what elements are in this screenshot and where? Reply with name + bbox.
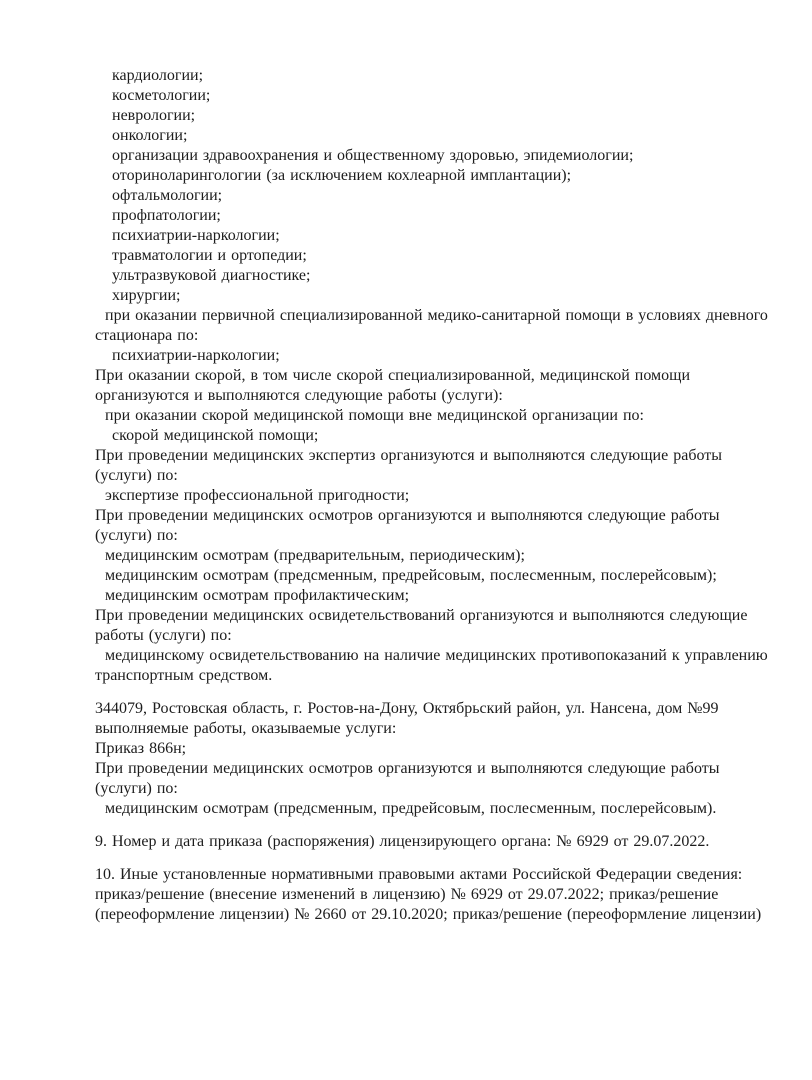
document-paragraph: медицинскому освидетельствованию на наличие медицинских противопоказаний к управлению транспортным средством. <box>95 647 768 684</box>
document-paragraph: психиатрии-наркологии; <box>112 347 280 364</box>
document-paragraph: медицинским осмотрам (предварительным, периодическим); <box>105 547 525 564</box>
document-paragraph: косметологии; <box>112 87 211 104</box>
document-paragraph: При проведении медицинских осмотров организуются и выполняются следующие работы (услуги) по: <box>95 507 720 544</box>
document-paragraph: кардиологии; <box>112 67 204 84</box>
document-text-block <box>95 66 775 925</box>
document-paragraph: При оказании скорой, в том числе скорой специализированной, медицинской помощи организуются и выполняются следующие работы (услуги): <box>95 367 691 404</box>
document-paragraph: онкологии; <box>112 127 188 144</box>
document-paragraph: хирургии; <box>112 287 181 304</box>
document-paragraph: При проведении медицинских освидетельствований организуются и выполняются следующие работы (услуги) по: <box>95 607 748 644</box>
document-paragraph: психиатрии-наркологии; <box>112 227 280 244</box>
document-paragraph: неврологии; <box>112 107 196 124</box>
document-paragraph: организации здравоохранения и общественному здоровью, эпидемиологии; <box>112 147 634 164</box>
document-paragraph: При проведении медицинских осмотров организуются и выполняются следующие работы (услуги) по: <box>95 760 720 797</box>
document-paragraph: профпатологии; <box>112 207 221 224</box>
document-paragraph: при оказании скорой медицинской помощи вне медицинской организации по: <box>105 407 644 424</box>
document-paragraph: травматологии и ортопедии; <box>112 247 307 264</box>
document-paragraph: офтальмологии; <box>112 187 223 204</box>
document-paragraph: При проведении медицинских экспертиз организуются и выполняются следующие работы (услуги) по: <box>95 447 722 484</box>
document-paragraph: скорой медицинской помощи; <box>112 427 319 444</box>
document-paragraph: медицинским осмотрам (предсменным, предрейсовым, послесменным, послерейсовым). <box>105 800 717 817</box>
document-paragraph: ультразвуковой диагностике; <box>112 267 311 284</box>
document-paragraph: выполняемые работы, оказываемые услуги: <box>95 720 397 737</box>
document-paragraph: 9. Номер и дата приказа (распоряжения) лицензирующего органа: № 6929 от 29.07.2022. <box>95 833 710 850</box>
document-paragraph: оториноларингологии (за исключением кохлеарной имплантации); <box>112 167 572 184</box>
document-paragraph: при оказании первичной специализированной медико-санитарной помощи в условиях дневного стационара по: <box>95 307 768 344</box>
document-paragraph: 344079, Ростовская область, г. Ростов-на-Дону, Октябрьский район, ул. Нансена, дом №99 <box>95 700 719 717</box>
document-paragraph: Приказ 866н; <box>95 740 187 757</box>
document-paragraph: 10. Иные установленные нормативными правовыми актами Российской Федерации сведения: приказ/решение (внесение изменений в лицензию) № 6929 от 29.07.2022; приказ/решение (переоформление лицензии) № 2660 от 29.10.2020; приказ/решение (переоформление лицензии) <box>95 866 762 923</box>
document-paragraph: медицинским осмотрам профилактическим; <box>105 587 410 604</box>
document-paragraph: экспертизе профессиональной пригодности; <box>105 487 410 504</box>
document-paragraph: медицинским осмотрам (предсменным, предрейсовым, послесменным, послерейсовым); <box>105 567 717 584</box>
